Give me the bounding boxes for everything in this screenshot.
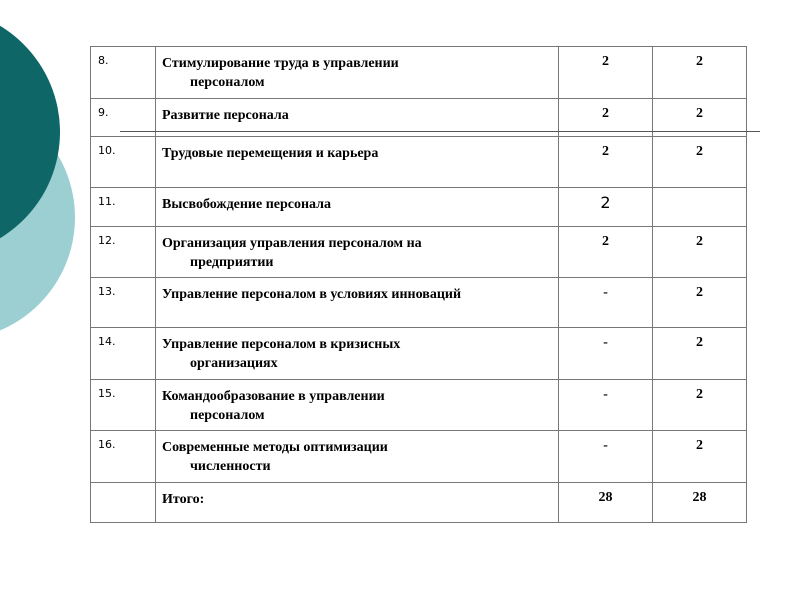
hours-col3: -	[559, 328, 653, 380]
topic-line2: предприятии	[190, 255, 274, 270]
hours-col4	[653, 188, 747, 227]
table-row	[91, 227, 747, 278]
topic-line1: Стимулирование труда в управлении	[162, 56, 399, 71]
row-number-empty	[91, 483, 156, 523]
hours-col4: 2	[653, 227, 747, 278]
hours-col3: -	[559, 431, 653, 483]
total-label: Итого:	[156, 483, 559, 523]
total-row	[91, 483, 747, 523]
hours-col3: 2	[559, 99, 653, 137]
hours-col4: 2	[653, 47, 747, 99]
topic-line2: персоналом	[190, 75, 265, 90]
topic-line1: Высвобождение персонала	[162, 197, 332, 212]
topics-table	[90, 46, 747, 523]
topic-line2: персоналом	[190, 408, 265, 423]
hours-col3: 2	[559, 227, 653, 278]
hours-col3: 2	[559, 188, 653, 227]
row-number: 16.	[91, 431, 156, 483]
row-number: 11.	[91, 188, 156, 227]
topic-line1: Современные методы оптимизации	[162, 440, 388, 455]
hours-col3: -	[559, 380, 653, 431]
hours-col4: 2	[653, 431, 747, 483]
topic-line2: организациях	[190, 356, 278, 371]
hours-col4: 2	[653, 137, 747, 188]
topic-line1: Организация управления персоналом на	[162, 236, 422, 251]
topic-line1: Развитие персонала	[162, 108, 289, 123]
total-col3: 28	[559, 483, 653, 523]
row-number: 14.	[91, 328, 156, 380]
topic-name	[156, 137, 559, 188]
row-number: 15.	[91, 380, 156, 431]
topic-line1: Управление персоналом в кризисных	[162, 337, 401, 352]
horizontal-rule	[120, 131, 760, 132]
table-row	[91, 328, 747, 380]
topic-name	[156, 431, 559, 483]
row-number: 12.	[91, 227, 156, 278]
row-number: 13.	[91, 278, 156, 328]
hours-col3: 2	[559, 47, 653, 99]
topic-name	[156, 188, 559, 227]
topic-name	[156, 47, 559, 99]
total-col4: 28	[653, 483, 747, 523]
hours-col4: 2	[653, 328, 747, 380]
row-number: 9.	[91, 99, 156, 137]
topic-name	[156, 227, 559, 278]
topic-name	[156, 380, 559, 431]
table-row	[91, 380, 747, 431]
row-number: 10.	[91, 137, 156, 188]
hours-col4: 2	[653, 99, 747, 137]
hours-col4: 2	[653, 278, 747, 328]
hours-col3: 2	[559, 137, 653, 188]
topic-name	[156, 328, 559, 380]
topic-line1: Командообразование в управлении	[162, 389, 385, 404]
topic-line1: Управление персоналом в условиях инноваций	[162, 287, 462, 302]
table-row	[91, 137, 747, 188]
hours-col4: 2	[653, 380, 747, 431]
table-row	[91, 431, 747, 483]
topic-line2: численности	[190, 459, 271, 474]
table-row	[91, 47, 747, 99]
hours-col3: -	[559, 278, 653, 328]
topic-name	[156, 278, 559, 328]
table-row	[91, 188, 747, 227]
topic-line1: Трудовые перемещения и карьера	[162, 146, 379, 161]
table-row	[91, 278, 747, 328]
row-number: 8.	[91, 47, 156, 99]
